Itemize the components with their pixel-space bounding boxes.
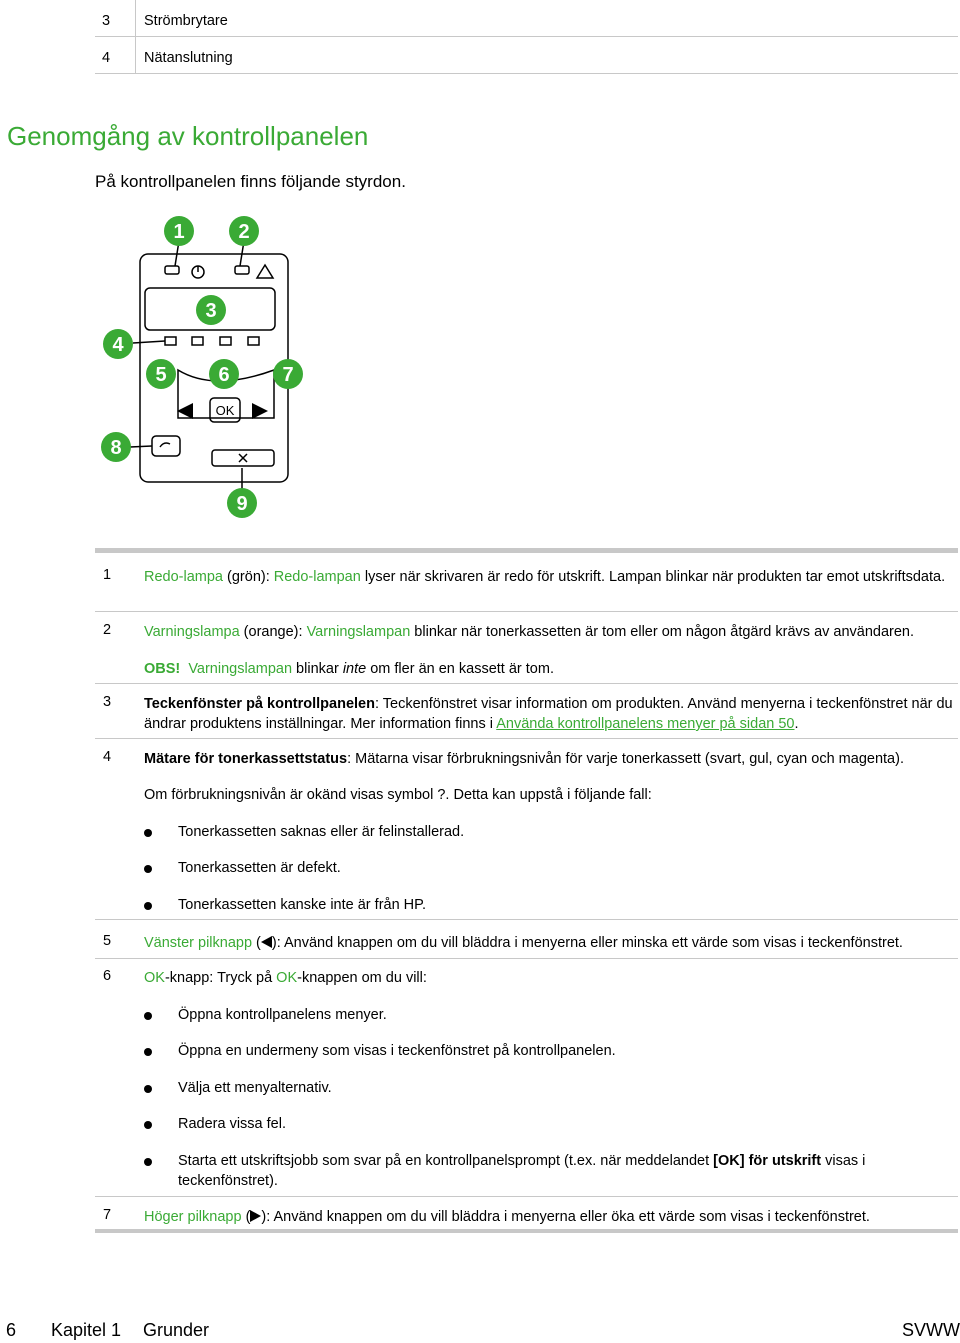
table-row <box>95 37 958 74</box>
row-text: Varningslampa (orange): Varningslampan blinkar när tonerkassetten är tom eller om någon åtgärd krävs av användaren. <box>144 624 915 640</box>
level-meter <box>220 337 231 345</box>
level-meter <box>192 337 203 345</box>
bullet-icon <box>144 1012 152 1020</box>
control-panel-diagram <box>90 210 320 525</box>
list-item: Tonerkassetten saknas eller är felinstallerad. <box>178 824 465 840</box>
back-arrow-icon <box>160 443 170 447</box>
row-number: 5 <box>103 933 112 949</box>
list-item: Tonerkassetten är defekt. <box>178 860 341 876</box>
table-bottom-rule <box>95 1229 958 1233</box>
table-row <box>95 0 958 37</box>
bullet-icon <box>144 1121 152 1129</box>
bullet-icon <box>144 1158 152 1166</box>
row-text: OK-knapp: Tryck på OK-knappen om du vill: <box>144 970 427 986</box>
page-link[interactable]: Använda kontrollpanelens menyer på sidan 50 <box>496 716 795 732</box>
row-text: Vänster pilknapp ( ): Använd knappen om du vill bläddra i menyerna eller minska ett värde som visas i teckenfönstret. <box>144 935 903 951</box>
row-label: Nätanslutning <box>144 50 233 66</box>
top-table <box>95 0 958 74</box>
list-item: Öppna kontrollpanelens menyer. <box>178 1007 387 1023</box>
bullet-icon <box>144 1085 152 1093</box>
right-arrow-icon[interactable] <box>252 403 268 419</box>
ok-label: OK <box>215 403 235 418</box>
callout-7: 7 <box>282 364 294 386</box>
list-item: Radera vissa fel. <box>178 1116 286 1132</box>
warning-icon <box>257 265 273 278</box>
row-number: 7 <box>103 1207 112 1223</box>
list-item: Starta ett utskriftsjobb som svar på en kontrollpanelsprompt (t.ex. när meddelandet [OK] för utskrift visas i teckenfönstret). <box>178 1153 866 1189</box>
level-meter <box>165 337 176 345</box>
row-text: Redo-lampa (grön): Redo-lampan lyser när skrivaren är redo för utskrift. Lampan blinkar när produkten tar emot utskriftsdata. <box>144 569 946 585</box>
back-button[interactable] <box>152 436 180 456</box>
callout-5: 5 <box>155 364 167 386</box>
bullet-icon <box>144 865 152 873</box>
list-item: Välja ett menyalternativ. <box>178 1080 332 1096</box>
callout-3: 3 <box>205 300 217 322</box>
row-number: 3 <box>103 694 112 710</box>
left-arrow-icon <box>261 936 272 948</box>
row-number: 4 <box>103 749 112 765</box>
row-number: 3 <box>102 13 111 29</box>
attention-lamp <box>235 266 249 274</box>
list-item: Tonerkassetten kanske inte är från HP. <box>178 897 426 913</box>
row-text: Höger pilknapp ( ): Använd knappen om du vill bläddra i menyerna eller öka ett värde som visas i teckenfönstret. <box>144 1209 870 1225</box>
callout-4: 4 <box>112 334 124 356</box>
row-number: 2 <box>103 622 112 638</box>
cancel-icon <box>239 454 247 462</box>
row-number: 6 <box>103 968 112 984</box>
callout-6: 6 <box>218 364 230 386</box>
left-arrow-icon[interactable] <box>177 403 193 419</box>
bullet-icon <box>144 1048 152 1056</box>
ready-lamp <box>165 266 179 274</box>
row-label: Strömbrytare <box>144 13 228 29</box>
row-text: Teckenfönster på kontrollpanelen: Teckenfönstret visar information om produkten. Använd menyerna i teckenfönstret när du ändrar produktens inställningar. Mer information finns i Använda kontrollpanelens menyer på sidan 50. <box>144 696 953 732</box>
bullet-icon <box>144 829 152 837</box>
level-meter <box>248 337 259 345</box>
chapter-label: Kapitel 1 <box>51 1320 122 1340</box>
row-number: 1 <box>103 567 112 583</box>
callout-2: 2 <box>238 221 250 243</box>
callout-1: 1 <box>173 221 185 243</box>
list-item: Öppna en undermeny som visas i teckenfönstret på kontrollpanelen. <box>178 1043 616 1059</box>
callout-9: 9 <box>236 493 248 515</box>
bullet-icon <box>144 902 152 910</box>
doc-code: SVWW <box>902 1320 960 1340</box>
row-text: Om förbrukningsnivån är okänd visas symbol ?. Detta kan uppstå i följande fall: <box>144 787 652 803</box>
row-number: 4 <box>102 50 111 66</box>
items-table <box>95 548 958 1225</box>
callout-8: 8 <box>110 437 122 459</box>
note-text: OBS! Varningslampan blinkar inte om fler än en kassett är tom. <box>144 661 554 677</box>
intro-text: På kontrollpanelen finns följande styrdon. <box>95 172 406 191</box>
page-number: 6 <box>6 1320 17 1340</box>
row-text: Mätare för tonerkassettstatus: Mätarna visar förbrukningsnivån för varje tonerkassett (svart, gul, cyan och magenta). <box>144 751 904 767</box>
right-arrow-icon <box>250 1210 261 1222</box>
section-heading: Genomgång av kontrollpanelen <box>7 121 369 151</box>
section-label: Grunder <box>143 1320 210 1340</box>
